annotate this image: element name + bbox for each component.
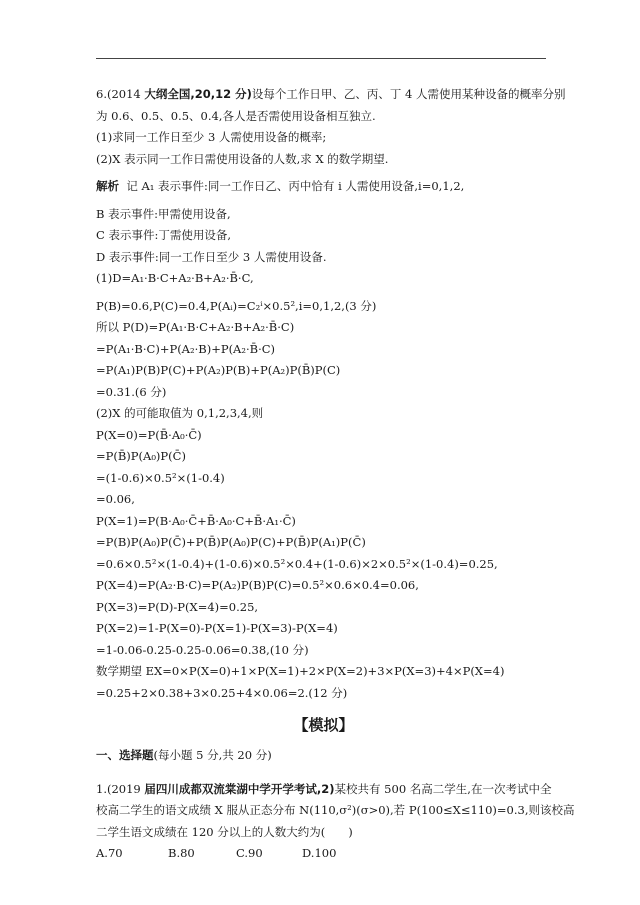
solution-line: 数学期望 EX=0×P(X=0)+1×P(X=1)+2×P(X=2)+3×P(X=3)+4×P(X=4) (96, 664, 505, 678)
solution-line: P(X=4)=P(A₂·B·C)=P(A₂)P(B)P(C)=0.5²×0.6×0.4=0.06, (96, 578, 419, 592)
solution-line: =P(A₁·B·C)+P(A₂·B)+P(A₂·B̄·C) (96, 341, 276, 356)
q1-options (96, 843, 551, 865)
solution-line: C 表示事件:丁需使用设备, (96, 228, 231, 242)
choice-heading: 一、选择题(每小题 5 分,共 20 分) (96, 748, 272, 762)
solution-line: =0.6×0.5²×(1-0.4)+(1-0.6)×0.5²×0.4+(1-0.6)×2×0.5²×(1-0.4)=0.25, (96, 556, 498, 571)
q1-source: 届四川成都双流棠湖中学开学考试 (144, 781, 317, 796)
solution-line: P(X=0)=P(B̄·A₀·C̄) (96, 427, 202, 442)
solution-line-0: 解析 记 A₁ 表示事件:同一工作日乙、丙中恰有 i 人需使用设备,i=0,1,2, (96, 179, 465, 193)
q6-stem-line-2: 为 0.6、0.5、0.5、0.4,各人是否需使用设备相互独立. (96, 108, 376, 123)
solution-line: =0.06, (96, 492, 135, 506)
option-b: B.80 (168, 846, 195, 860)
solution-line: =1-0.06-0.25-0.25-0.06=0.38,(10 分) (96, 642, 309, 657)
solution-line: (1)D=A₁·B·C+A₂·B+A₂·B̄·C, (96, 271, 254, 285)
solution-line: =P(A₁)P(B)P(C)+P(A₂)P(B)+P(A₂)P(B̄)P(C) (96, 363, 341, 377)
solution-line: D 表示事件:同一工作日至少 3 人需使用设备. (96, 249, 327, 264)
q1-stem-line-1: 1.(2019 届四川成都双流棠湖中学开学考试,2)某校共有 500 名高二学生,在一次考试中全 (96, 781, 552, 796)
option-c: C.90 (236, 846, 263, 860)
q6-part-1: (1)求同一工作日至少 3 人需使用设备的概率; (96, 130, 327, 144)
solution-line: P(X=3)=P(D)-P(X=4)=0.25, (96, 599, 259, 614)
document-body (96, 84, 575, 865)
option-d: D.100 (302, 846, 337, 860)
solution-line: =0.25+2×0.38+3×0.25+4×0.06=2.(12 分) (96, 685, 348, 700)
solution-line: B 表示事件:甲需使用设备, (96, 206, 231, 221)
option-a: A.70 (96, 846, 123, 860)
solution-line: P(X=1)=P(B·A₀·C̄+B̄·A₀·C+B̄·A₁·C̄) (96, 513, 296, 528)
q1-stem-line-3: 二学生语文成绩在 120 分以上的人数大约为( ) (96, 824, 353, 839)
solution-line: (2)X 的可能取值为 0,1,2,3,4,则 (96, 406, 264, 420)
solution-line: P(B)=0.6,P(C)=0.4,P(Aᵢ)=C₂ⁱ×0.5²,i=0,1,2,(3 分) (96, 298, 377, 313)
solution-line: 所以 P(D)=P(A₁·B·C+A₂·B+A₂·B̄·C) (96, 320, 295, 334)
q6-part-2: (2)X 表示同一工作日需使用设备的人数,求 X 的数学期望. (96, 151, 389, 166)
q6-stem-line-1: 6.(2014 大纲全国,20,12 分)设每个工作日甲、乙、丙、丁 4 人需使用某种设备的概率分别 (96, 87, 566, 101)
solution-line: P(X=2)=1-P(X=0)-P(X=1)-P(X=3)-P(X=4) (96, 621, 338, 635)
solution-line: =P(B̄)P(A₀)P(C̄) (96, 449, 186, 463)
header-rule (96, 58, 546, 59)
solution-line: =(1-0.6)×0.5²×(1-0.4) (96, 470, 225, 485)
solution-label: 解析 (96, 179, 119, 193)
solution-line: =P(B)P(A₀)P(C̄)+P(B̄)P(A₀)P(C)+P(B̄)P(A₁)P(C̄) (96, 535, 366, 549)
solution-line: =0.31.(6 分) (96, 384, 167, 399)
q6-source: 大纲全国 (144, 87, 191, 101)
section-title: 【模拟】 (293, 716, 354, 734)
q1-stem-line-2: 校高二学生的语文成绩 X 服从正态分布 N(110,σ²)(σ>0),若 P(100≤X≤110)=0.3,则该校高 (96, 803, 575, 817)
